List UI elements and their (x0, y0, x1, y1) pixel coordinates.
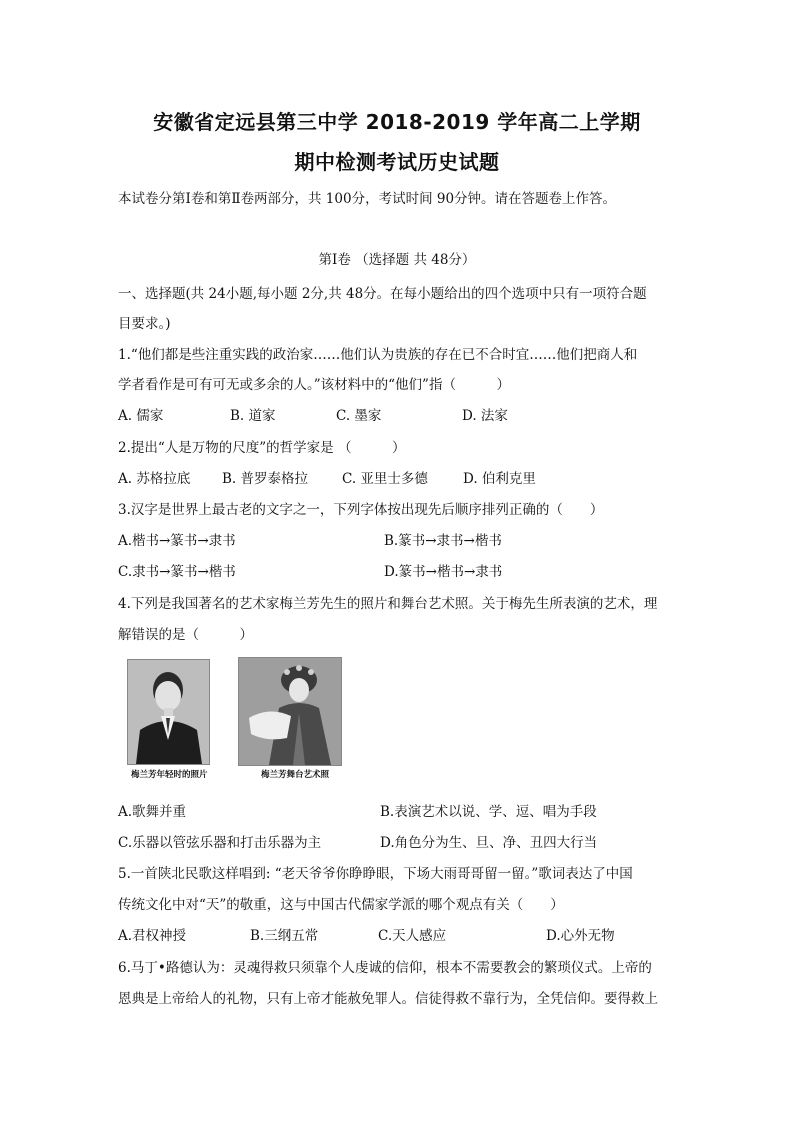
q4-option-d: D.角色分为生、旦、净、丑四大行当 (380, 835, 598, 851)
q2-option-d: D. 伯利克里 (463, 471, 536, 487)
q6-stem-line2: 恩典是上帝给人的礼物，只有上帝才能赦免罪人。信徒得救不靠行为，全凭信仰。要得救上 (118, 991, 658, 1007)
q5-option-a: A.君权神授 (118, 928, 187, 944)
mei-lanfang-young-photo (127, 659, 210, 765)
q3-stem: 3.汉字是世界上最古老的文字之一，下列字体按出现先后顺序排列正确的（ ） (118, 502, 604, 518)
exam-title-line1: 安徽省定远县第三中学 2018-2019 学年高二上学期 (153, 110, 641, 134)
q1-option-a: A. 儒家 (118, 408, 164, 424)
q2-stem: 2.提出“人是万物的尺度”的哲学家是 （ ） (118, 440, 406, 456)
instructions-line2: 目要求。) (118, 316, 171, 332)
q3-option-d: D.篆书→楷书→隶书 (384, 564, 503, 580)
portrait-illustration (128, 660, 209, 764)
q2-option-a: A. 苏格拉底 (118, 471, 191, 487)
q1-stem-line1: 1.“他们都是些注重实践的政治家……他们认为贵族的存在已不合时宜……他们把商人和 (118, 347, 638, 363)
caption-young-photo: 梅兰芳年轻时的照片 (131, 770, 208, 780)
exam-intro: 本试卷分第Ⅰ卷和第Ⅱ卷两部分，共 100分，考试时间 90分钟。请在答题卷上作答。 (118, 191, 617, 207)
q5-option-b: B.三纲五常 (250, 928, 319, 944)
q6-stem-line1: 6.马丁•路德认为：灵魂得救只须靠个人虔诚的信仰，根本不需要教会的繁琐仪式。上帝的 (118, 960, 652, 976)
q3-option-c: C.隶书→篆书→楷书 (118, 564, 236, 580)
q4-option-c: C.乐器以管弦乐器和打击乐器为主 (118, 835, 322, 851)
q4-stem-line2: 解错误的是（ ） (118, 627, 253, 643)
q5-option-d: D.心外无物 (546, 928, 615, 944)
q1-option-c: C. 墨家 (336, 408, 382, 424)
section-heading: 第Ⅰ卷 （选择题 共 48分） (318, 252, 476, 268)
mei-lanfang-stage-photo (238, 657, 342, 766)
q2-option-c: C. 亚里士多德 (342, 471, 428, 487)
q4-option-b: B.表演艺术以说、学、逗、唱为手段 (380, 804, 597, 820)
q1-option-b: B. 道家 (230, 408, 276, 424)
q5-option-c: C.天人感应 (378, 928, 447, 944)
q4-stem-line1: 4.下列是我国著名的艺术家梅兰芳先生的照片和舞台艺术照。关于梅先生所表演的艺术，理 (118, 596, 658, 612)
stage-illustration (239, 658, 341, 765)
exam-title-line2: 期中检测考试历史试题 (294, 150, 500, 174)
q4-option-a: A.歌舞并重 (118, 804, 187, 820)
caption-stage-photo: 梅兰芳舞台艺术照 (261, 770, 330, 780)
q5-stem-line2: 传统文化中对“天”的敬重，这与中国古代儒家学派的哪个观点有关（ ） (118, 897, 564, 913)
q3-option-a: A.楷书→篆书→隶书 (118, 533, 236, 549)
q5-stem-line1: 5.一首陕北民歌这样唱到: “老天爷爷你睁睁眼，下场大雨哥哥留一留。”歌词表达了中国 (118, 866, 633, 882)
instructions-line1: 一、选择题(共 24小题,每小题 2分,共 48分。在每小题给出的四个选项中只有一项符合题 (118, 286, 647, 302)
q3-option-b: B.篆书→隶书→楷书 (384, 533, 502, 549)
q2-option-b: B. 普罗泰格拉 (222, 471, 309, 487)
q1-option-d: D. 法家 (462, 408, 508, 424)
q1-stem-line2: 学者看作是可有可无或多余的人。”该材料中的“他们”指（ ） (118, 377, 510, 393)
